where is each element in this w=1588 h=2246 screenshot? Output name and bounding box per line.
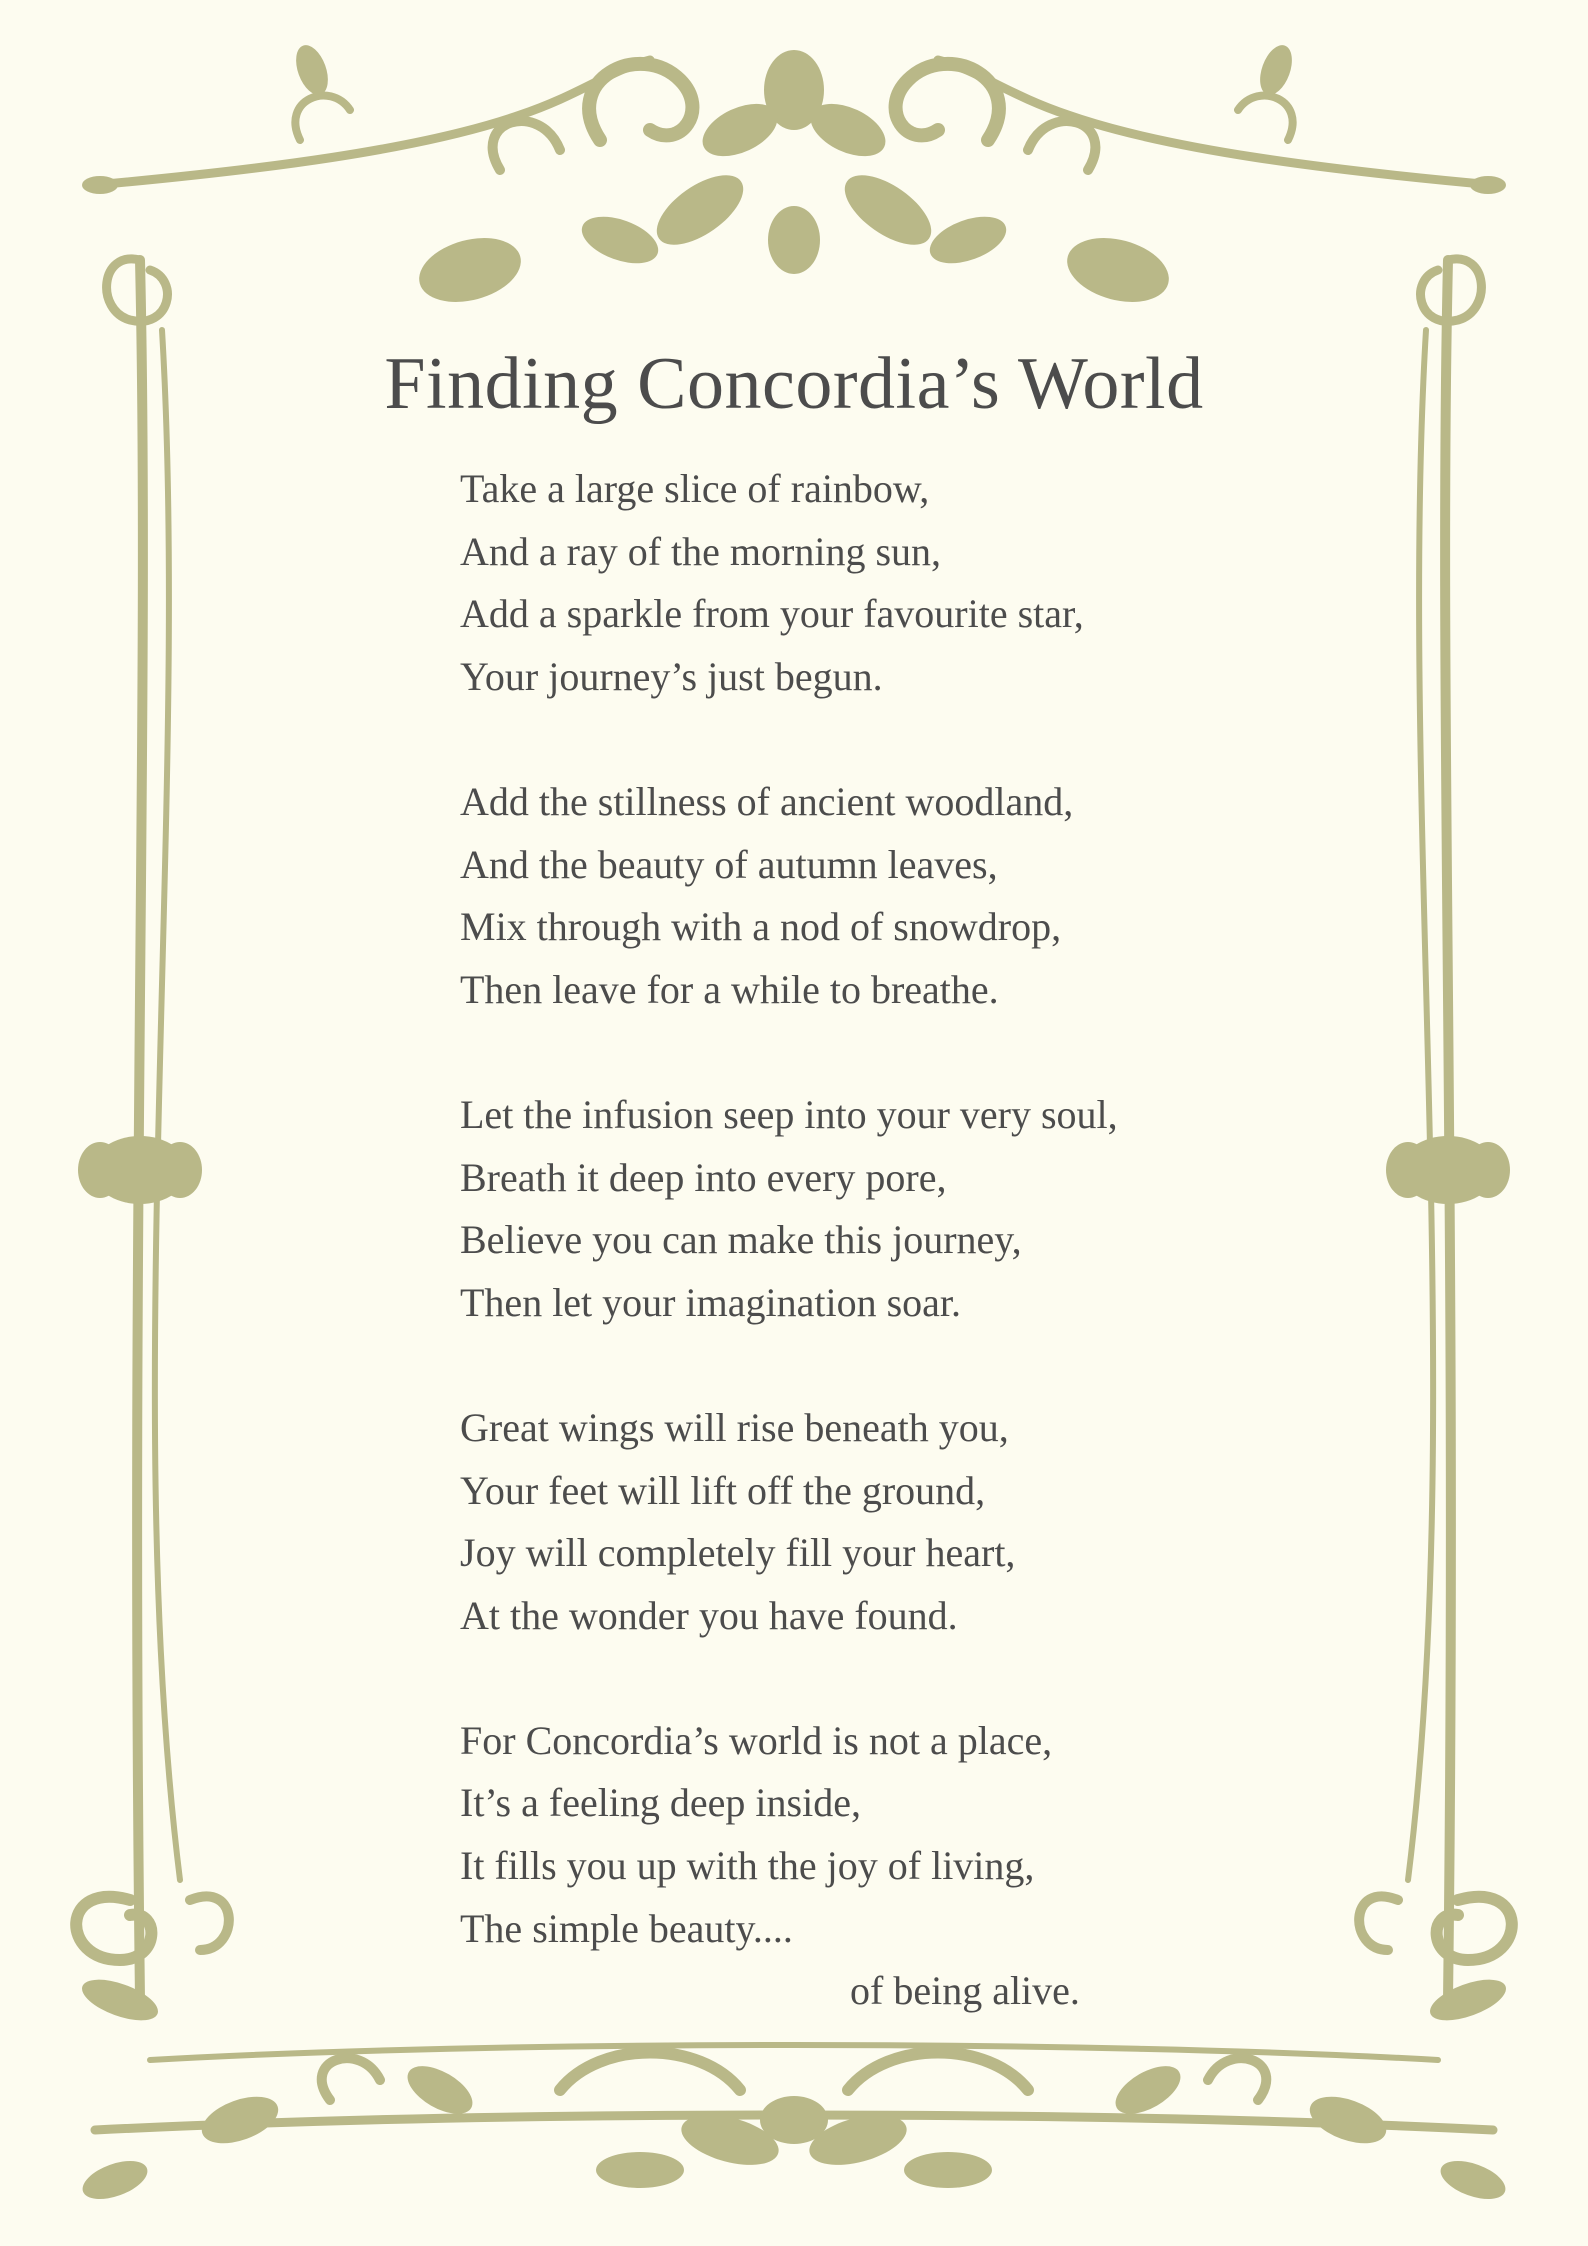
stanza <box>460 771 1260 1021</box>
poem-line: For Concordia’s world is not a place, <box>460 1717 1053 1763</box>
poem-line: It’s a feeling deep inside, <box>460 1780 861 1826</box>
poem-line: Add a sparkle from your favourite star, <box>460 591 1084 637</box>
poem-line: At the wonder you have found. <box>460 1592 958 1638</box>
poem-line: Then let your imagination soar. <box>460 1279 961 1325</box>
poem-line: And a ray of the morning sun, <box>460 528 942 574</box>
top-vine-right <box>938 60 1493 185</box>
poem-line: Your feet will lift off the ground, <box>460 1467 986 1513</box>
poem-line: Let the infusion seep into your very soul, <box>460 1091 1118 1137</box>
stanza <box>460 1084 1260 1334</box>
poem-line: Add the stillness of ancient woodland, <box>460 778 1074 824</box>
poem-line: Breath it deep into every pore, <box>460 1154 947 1200</box>
poem-line: Take a large slice of rainbow, <box>460 466 930 511</box>
poem-body <box>460 458 1260 2085</box>
stanza <box>460 1710 1260 2023</box>
right-stem-thin <box>1408 330 1433 1880</box>
poem-line: It fills you up with the joy of living, <box>460 1843 1035 1889</box>
stanza <box>460 458 1260 708</box>
poem-line: Believe you can make this journey, <box>460 1217 1022 1263</box>
top-vine-left <box>95 60 650 185</box>
left-stem <box>137 260 143 2000</box>
poem-line: And the beauty of autumn leaves, <box>460 841 998 887</box>
poem-line: The simple beauty.... <box>460 1905 793 1951</box>
poem-line: Then leave for a while to breathe. <box>460 966 999 1012</box>
left-stem-thin <box>155 330 180 1880</box>
stanza <box>460 1397 1260 1647</box>
poem-title: Finding Concordia’s World <box>384 343 1204 425</box>
poem-line: Mix through with a nod of snowdrop, <box>460 904 1062 950</box>
poem-closing-line: of being alive. <box>850 1968 1080 2014</box>
right-stem <box>1445 260 1451 2000</box>
poem-line: Joy will completely fill your heart, <box>460 1530 1016 1576</box>
poem-line: Your journey’s just begun. <box>460 653 883 699</box>
poem-line: Great wings will rise beneath you, <box>460 1404 1009 1450</box>
